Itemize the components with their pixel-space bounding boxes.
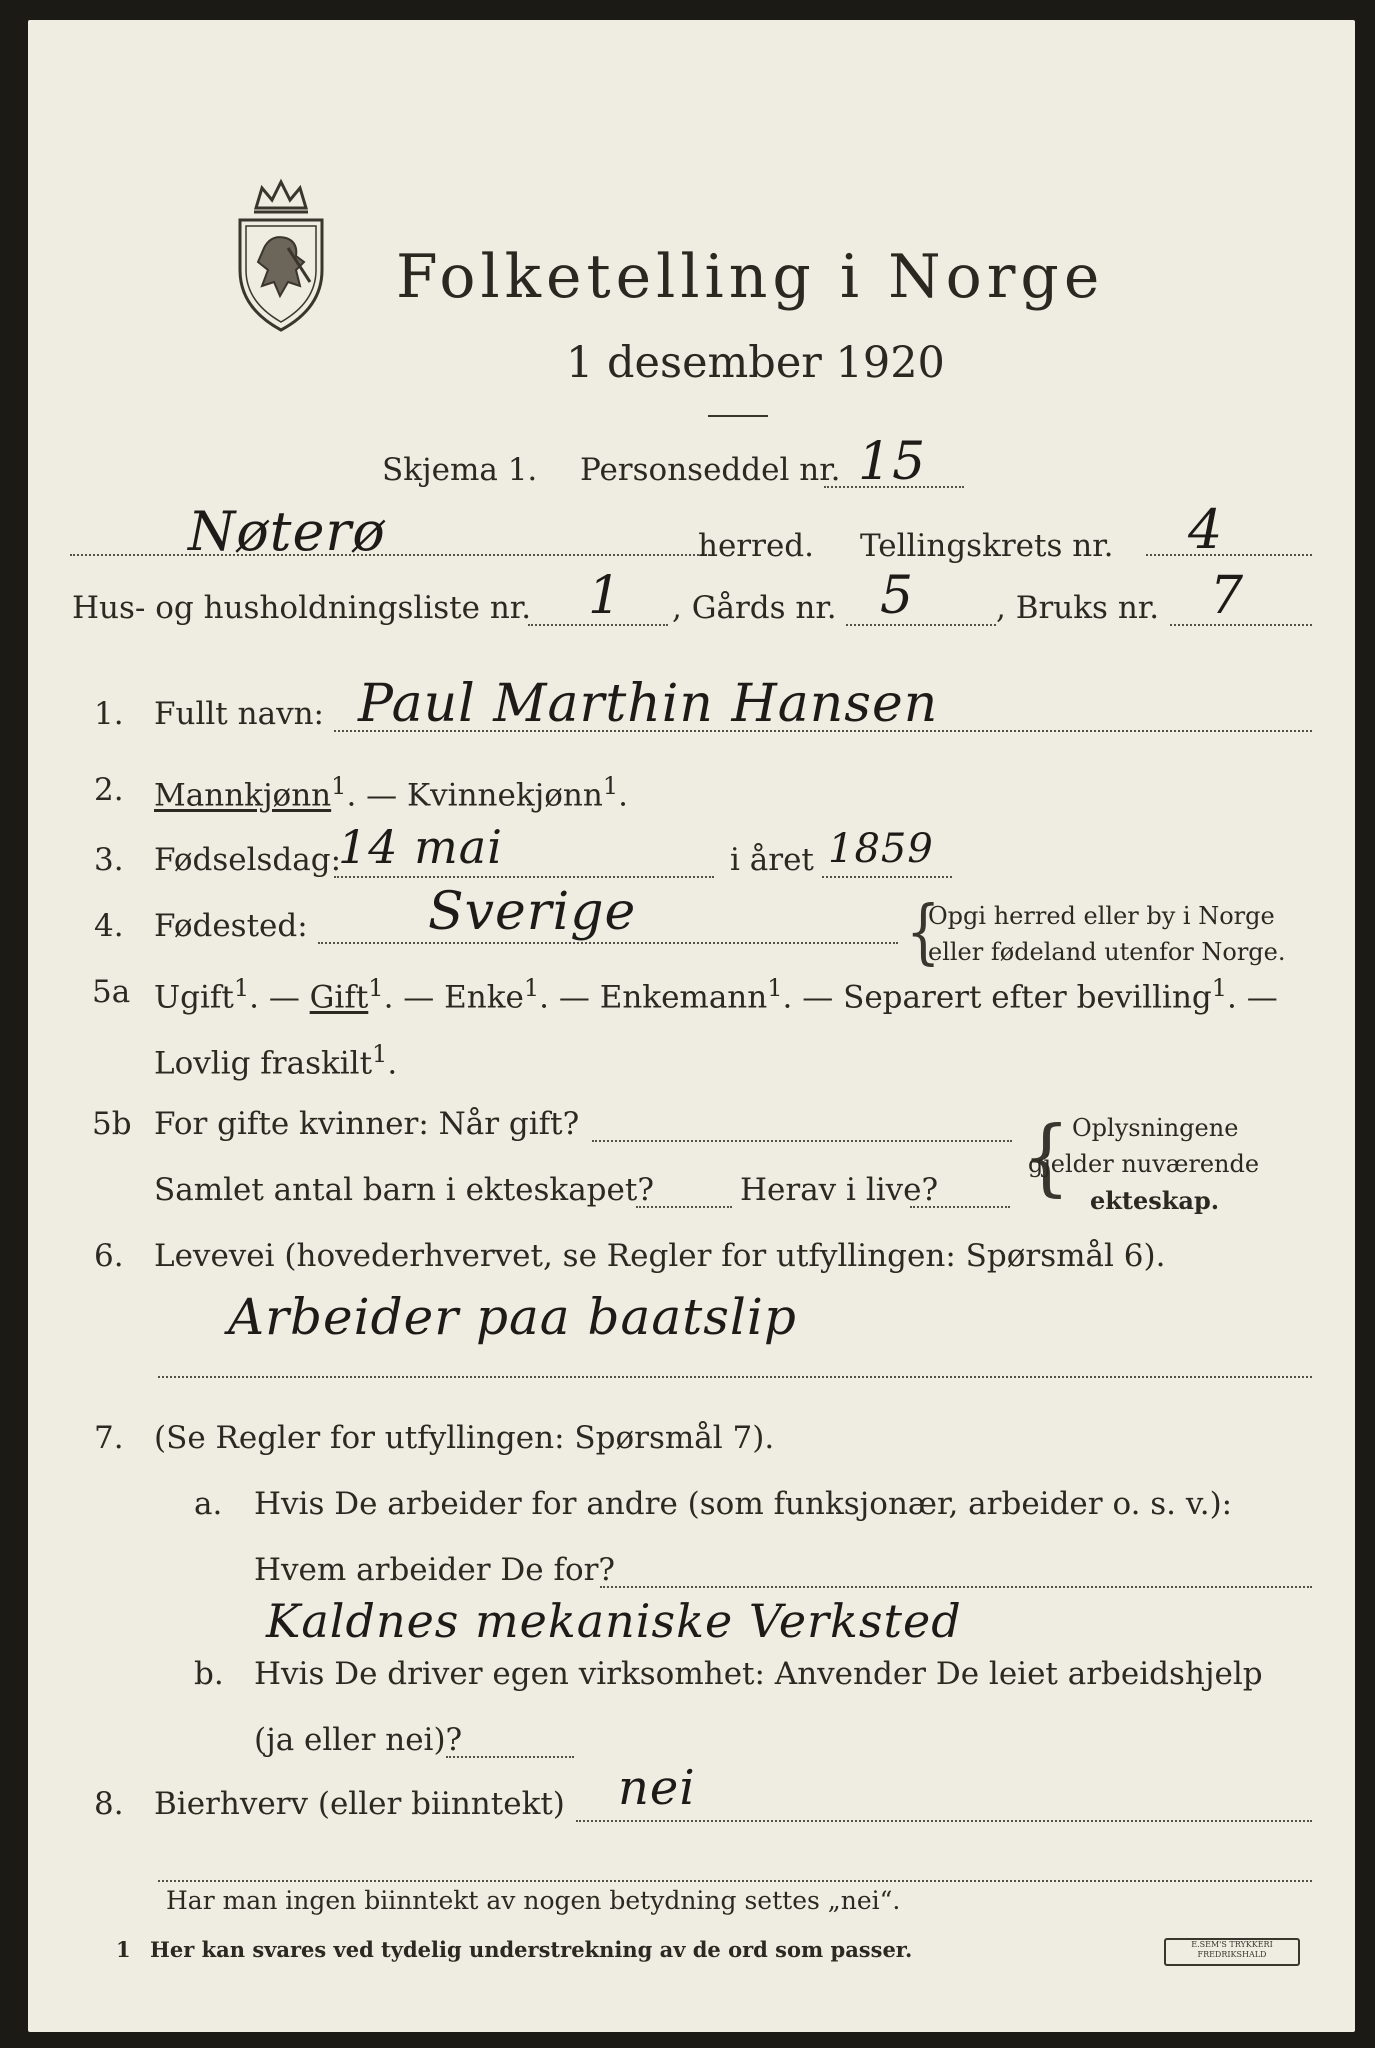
widower-footnote-mark: 1	[767, 974, 783, 1002]
footnote-number: 1	[116, 1937, 131, 1962]
norway-coat-of-arms-icon	[226, 178, 336, 334]
no-income-note: Har man ingen biinntekt av nogen betydning settes „nei“.	[166, 1886, 901, 1915]
tellingskrets-value[interactable]: 4	[1188, 498, 1224, 561]
q3-label: Fødselsdag:	[154, 842, 342, 878]
divorced-footnote-mark: 1	[372, 1040, 388, 1068]
male-option[interactable]: Mannkjønn	[154, 777, 332, 814]
birthday-value[interactable]: 14 mai	[338, 820, 503, 874]
q5b-note-line3: ekteskap.	[1090, 1186, 1220, 1215]
birthday-line	[334, 876, 714, 878]
printer-stamp	[1164, 1938, 1300, 1966]
personseddel-value[interactable]: 15	[858, 432, 927, 492]
employer-value[interactable]: Kaldnes mekaniske Verksted	[266, 1594, 962, 1648]
female-footnote-mark: 1	[602, 772, 619, 800]
q5a-sep1: . —	[249, 979, 310, 1016]
q5b-alive-label: Herav i live?	[740, 1172, 939, 1208]
gards-value[interactable]: 5	[880, 566, 915, 626]
q5b-note-line1: Oplysningene	[1072, 1114, 1239, 1142]
female-option[interactable]: . — Kvinnekjønn	[346, 777, 603, 814]
q7b-text: Hvis De driver egen virksomhet: Anvender De leiet arbeidshjelp	[254, 1656, 1263, 1692]
q5b-brace: {	[1022, 1107, 1071, 1206]
q4-label: Fødested:	[154, 908, 308, 944]
q4-note-line2: eller fødeland utenfor Norge.	[928, 938, 1286, 966]
birthplace-value[interactable]: Sverige	[428, 882, 637, 942]
skjema-label: Skjema 1.	[382, 452, 538, 488]
q2-number: 2.	[94, 772, 124, 808]
side-income-line	[576, 1820, 1312, 1822]
widow-footnote-mark: 1	[523, 974, 540, 1002]
printer-stamp-text: E.SEM'S TRYKKERI FREDRIKSHALD	[1191, 1940, 1273, 1959]
q3-number: 3.	[94, 842, 124, 878]
q4-brace: {	[906, 890, 941, 973]
q2-end: .	[618, 777, 628, 814]
q7-label: (Se Regler for utfyllingen: Spørsmål 7).	[154, 1420, 775, 1456]
q7a-letter: a.	[194, 1486, 223, 1522]
q6-number: 6.	[94, 1238, 124, 1274]
married-option[interactable]: Gift	[309, 979, 369, 1016]
hired-help-line	[446, 1756, 574, 1758]
gards-label: , Gårds nr.	[672, 590, 837, 626]
census-date: 1 desember 1920	[566, 338, 945, 388]
q5a-number: 5a	[92, 974, 131, 1010]
q5a-options	[154, 974, 1278, 1015]
side-income-value[interactable]: nei	[618, 1760, 696, 1816]
q4-note-line1: Opgi herred eller by i Norge	[928, 902, 1275, 930]
q7-number: 7.	[94, 1420, 124, 1456]
birth-year-value[interactable]: 1859	[828, 826, 934, 872]
q7b-question: (ja eller nei)?	[254, 1722, 463, 1758]
side-income-line-2	[158, 1880, 1312, 1882]
widower-option[interactable]: . — Enkemann	[539, 979, 768, 1016]
q5b-note-line2: gjelder nuværende	[1028, 1150, 1260, 1178]
q5a-line2	[154, 1040, 397, 1081]
title-divider	[708, 415, 768, 417]
year-label: i året	[730, 842, 814, 878]
widow-option[interactable]: . — Enke	[383, 979, 524, 1016]
q1-number: 1.	[94, 696, 124, 732]
year-line	[822, 876, 952, 878]
herred-line	[70, 554, 710, 556]
q7b-letter: b.	[194, 1656, 224, 1692]
footnote-text: Her kan svares ved tydelig understrekning av de ord som passer.	[150, 1937, 913, 1962]
form-title: Folketelling i Norge	[396, 242, 1105, 312]
q8-number: 8.	[94, 1786, 124, 1822]
q2-options	[154, 772, 628, 813]
q7a-text: Hvis De arbeider for andre (som funksjonær, arbeider o. s. v.):	[254, 1486, 1233, 1522]
separated-footnote-mark: 1	[1211, 974, 1228, 1002]
gards-line	[846, 624, 996, 626]
tellingskrets-line	[1146, 554, 1312, 556]
q5b-children-label: Samlet antal barn i ekteskapet?	[154, 1172, 654, 1208]
husliste-label: Hus- og husholdningsliste nr.	[72, 590, 532, 626]
employer-line	[600, 1586, 1312, 1588]
q4-number: 4.	[94, 908, 124, 944]
children-line	[636, 1206, 732, 1208]
bruks-label: , Bruks nr.	[996, 590, 1160, 626]
q1-label: Fullt navn:	[154, 696, 324, 732]
married-when-line	[592, 1140, 1012, 1142]
q5b-line1: For gifte kvinner: Når gift?	[154, 1106, 580, 1142]
tellingskrets-label: Tellingskrets nr.	[860, 528, 1114, 564]
q6-label: Levevei (hovederhvervet, se Regler for utfyllingen: Spørsmål 6).	[154, 1238, 1166, 1274]
unmarried-footnote-mark: 1	[233, 974, 250, 1002]
personseddel-label: Personseddel nr.	[580, 452, 841, 488]
alive-line	[910, 1206, 1010, 1208]
married-footnote-mark: 1	[368, 974, 384, 1002]
occupation-line	[158, 1376, 1312, 1378]
herred-value[interactable]: Nøterø	[188, 500, 386, 563]
birthplace-line	[318, 942, 898, 944]
q5a-line2-end: .	[387, 1045, 398, 1082]
herred-label: herred.	[698, 528, 814, 564]
bruks-value[interactable]: 7	[1210, 566, 1245, 626]
q8-label: Bierhverv (eller biinntekt)	[154, 1786, 565, 1822]
male-footnote-mark: 1	[331, 772, 347, 800]
q5a-sep-end: . —	[1227, 979, 1278, 1016]
full-name-value[interactable]: Paul Marthin Hansen	[358, 674, 939, 734]
q5b-number: 5b	[92, 1106, 132, 1142]
occupation-value[interactable]: Arbeider paa baatslip	[228, 1288, 797, 1346]
husliste-value[interactable]: 1	[588, 566, 623, 626]
divorced-option[interactable]: Lovlig fraskilt	[154, 1045, 373, 1082]
separated-option[interactable]: . — Separert efter bevilling	[782, 979, 1212, 1016]
census-form-page	[28, 20, 1355, 2032]
unmarried-option[interactable]: Ugift	[154, 979, 234, 1016]
q7a-question: Hvem arbeider De for?	[254, 1552, 616, 1588]
